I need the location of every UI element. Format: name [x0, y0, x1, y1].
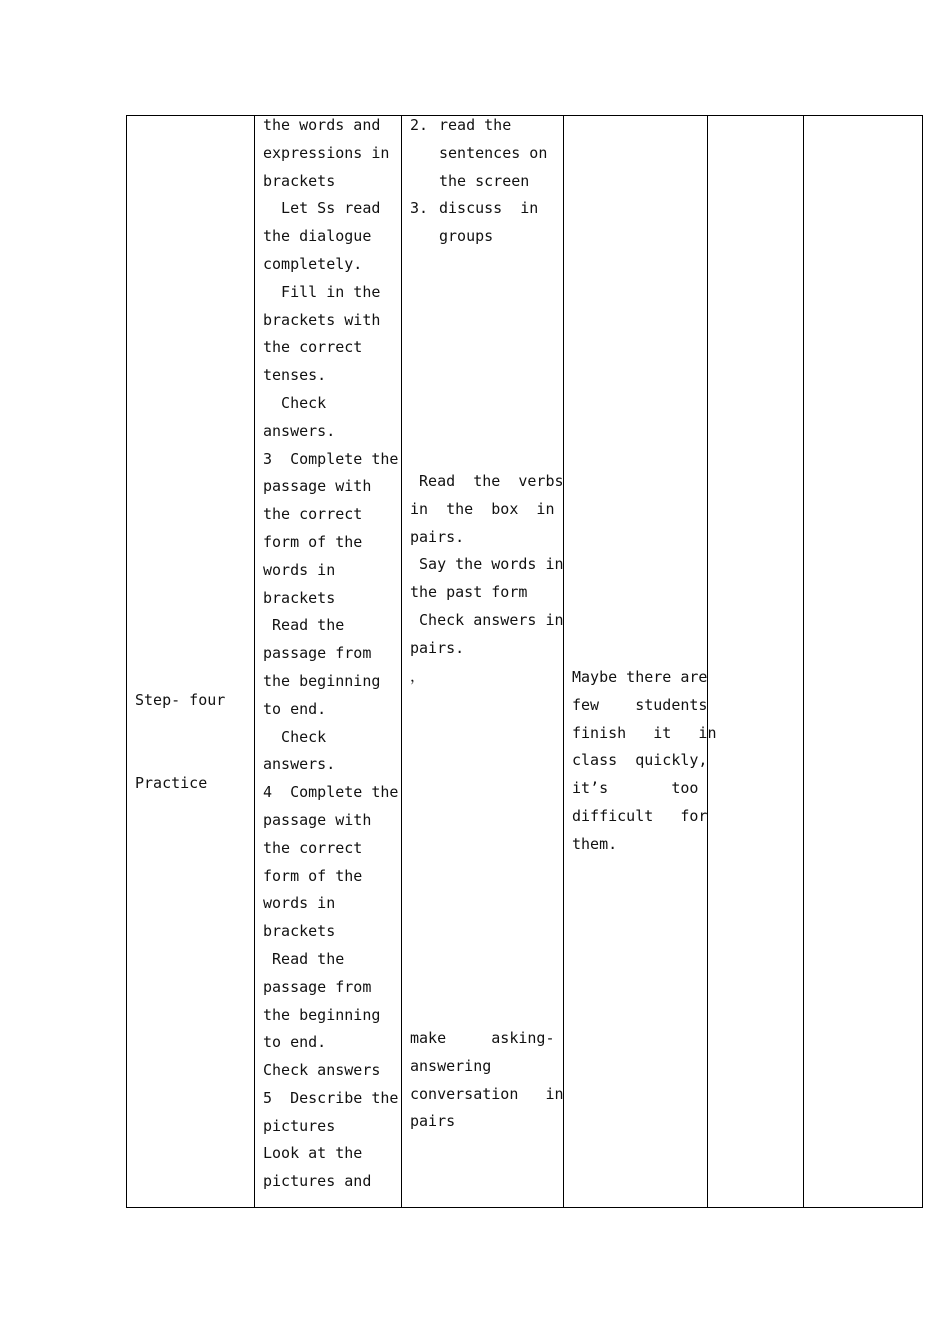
text-line: few students	[572, 695, 708, 714]
text-line: brackets	[263, 171, 336, 190]
text-line: pictures	[263, 1116, 336, 1135]
text-line: the dialogue	[263, 227, 372, 246]
list-number: 2.	[410, 116, 429, 134]
student-activities-cell	[402, 116, 564, 1208]
text-line: Check answers in	[410, 610, 564, 629]
list-item	[410, 223, 547, 251]
teacher-activities-text	[263, 112, 398, 1196]
table-row	[127, 116, 923, 1208]
text-line: pairs.	[410, 527, 465, 546]
student-activities-pairs	[410, 468, 564, 690]
text-line: Check	[263, 393, 327, 412]
list-text: read the	[439, 116, 512, 134]
text-line: pairs.	[410, 638, 465, 657]
text-line: answering	[410, 1056, 492, 1075]
text-line: Maybe there are	[572, 668, 708, 686]
text-line: passage with	[263, 810, 372, 829]
text-line: answers.	[263, 755, 336, 774]
text-line: to end.	[263, 1033, 327, 1052]
text-line: difficult for	[572, 806, 708, 825]
text-line: class quickly,	[572, 751, 708, 770]
text-line: the beginning	[263, 671, 381, 690]
text-line: ，	[410, 666, 426, 685]
teacher-activities-cell	[255, 116, 402, 1208]
text-line: Read the verbs	[410, 472, 564, 490]
empty-cell	[708, 116, 804, 1208]
text-line: words in	[263, 560, 336, 579]
text-line: Read the	[263, 616, 345, 635]
text-line: 4 Complete the	[263, 783, 399, 802]
text-line: pictures and	[263, 1172, 372, 1191]
text-line: tenses.	[263, 366, 327, 385]
text-line: Look at the	[263, 1144, 363, 1163]
text-line: words in	[263, 894, 336, 913]
step-label	[135, 631, 243, 853]
text-line: them.	[572, 834, 618, 853]
text-line: Check answers	[263, 1061, 381, 1080]
text-line: make asking-	[410, 1029, 555, 1047]
student-activities-list	[410, 112, 547, 251]
text-line: the correct	[263, 505, 363, 524]
text-line: Fill in the	[263, 282, 381, 301]
text-line: the beginning	[263, 1005, 381, 1024]
text-line: the past form	[410, 583, 528, 602]
text-line: Let Ss read	[263, 199, 381, 218]
text-line: completely.	[263, 254, 363, 273]
notes-text	[572, 664, 717, 859]
list-text: sentences on	[439, 143, 548, 162]
list-text: discuss in	[439, 199, 539, 218]
step-line: Step- four	[135, 690, 226, 709]
notes-cell	[564, 116, 717, 1208]
text-line: it’s too	[572, 779, 699, 798]
list-number: 3.	[410, 199, 429, 218]
student-activities-conversation	[410, 1025, 564, 1136]
text-line: the correct	[263, 338, 363, 357]
text-line: the words and	[263, 116, 381, 134]
list-item	[410, 112, 547, 140]
text-line: Check	[263, 727, 327, 746]
text-line: in the box in	[410, 499, 555, 518]
text-line: passage from	[263, 977, 372, 996]
list-item	[410, 140, 547, 168]
text-line: the correct	[263, 838, 363, 857]
text-line: conversation in	[410, 1084, 564, 1103]
text-line: 5 Describe the	[263, 1088, 399, 1107]
text-line: Say the words in	[410, 555, 564, 574]
text-line: pairs	[410, 1112, 456, 1131]
text-line: passage from	[263, 644, 372, 663]
text-line: answers.	[263, 421, 336, 440]
list-item	[410, 168, 547, 196]
step-cell	[127, 116, 255, 1208]
text-line: finish it in	[572, 723, 717, 742]
text-line: expressions in	[263, 143, 390, 162]
list-text: groups	[439, 227, 494, 246]
text-line: Read the	[263, 949, 345, 968]
text-line: brackets	[263, 922, 336, 941]
text-line: to end.	[263, 699, 327, 718]
list-text: the screen	[439, 171, 530, 190]
step-line: Practice	[135, 773, 208, 792]
list-item	[410, 195, 547, 223]
text-line: form of the	[263, 532, 363, 551]
text-line: 3 Complete the	[263, 449, 399, 468]
text-line: brackets	[263, 588, 336, 607]
text-line: passage with	[263, 477, 372, 496]
text-line: brackets with	[263, 310, 381, 329]
lesson-plan-table	[126, 115, 923, 1208]
text-line: form of the	[263, 866, 363, 885]
empty-cell	[804, 116, 923, 1208]
